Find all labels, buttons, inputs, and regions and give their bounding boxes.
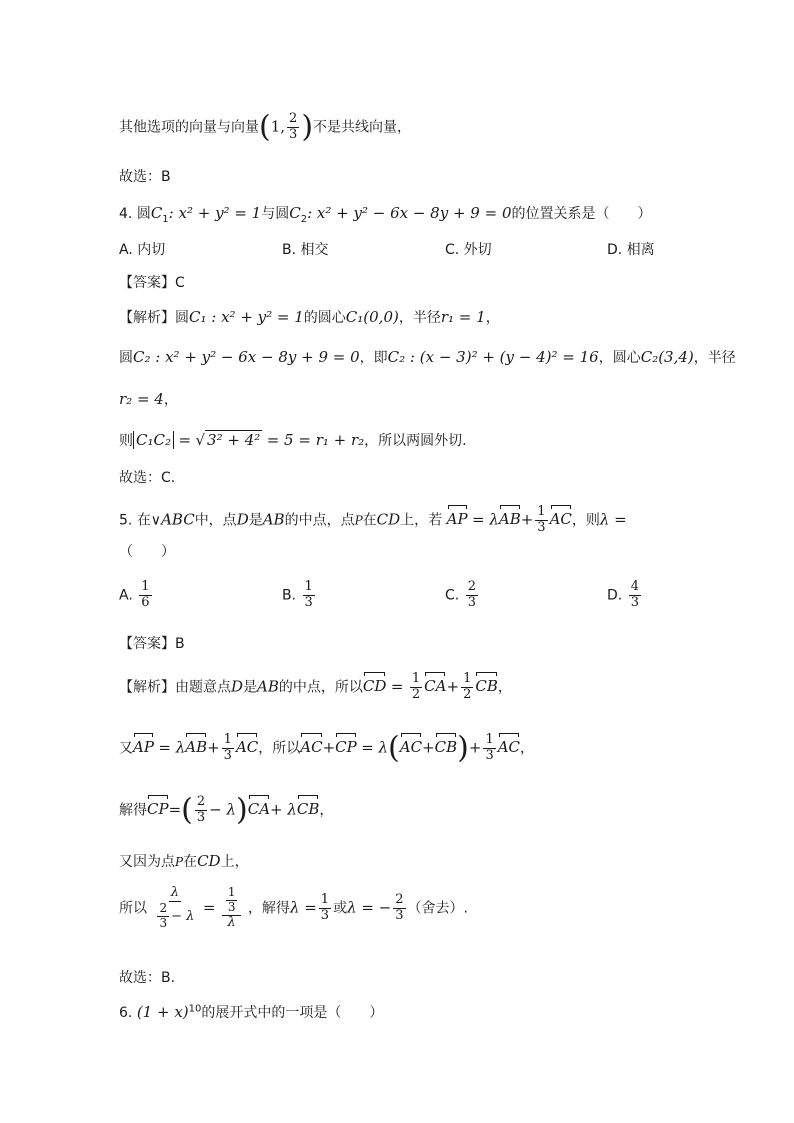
solution-line: 又AP = λAB+ $\frac{1}{3}$ AC，所以AC+CP = λ(AC+CB)+ $\frac{1}{3}$ AC，	[119, 730, 535, 766]
option-a: A. $\frac{1}{6}$	[119, 579, 150, 610]
option-c: C. 外切	[445, 242, 492, 258]
answer-line: 故选：C.	[119, 470, 176, 486]
question-6: 6. $(1 + x)^{10}$的展开式中的一项是（ ）	[119, 1003, 384, 1021]
blank-paren: （ ）	[119, 544, 175, 560]
answer-label: 【答案】B	[119, 636, 185, 652]
solution-line: 则 C₁C₂ = √ 3² + 4² = 5 = r₁ + r₂，所以两圆外切.	[119, 431, 467, 449]
solution-line: r₂ = 4，	[119, 390, 178, 408]
question-5: 5. 在∨ABC中，点D是AB的中点，点P在CD上，若 AP = λAB+ $\frac{1}{3}$ AC，则λ =	[119, 504, 627, 535]
option-d: D. $\frac{4}{3}$	[607, 579, 639, 610]
answer-line: 故选：B	[119, 169, 171, 185]
solution-line: 【解析】圆C₁ : x² + y² = 1的圆心C₁(0,0)，半径r₁ = 1，	[119, 308, 500, 326]
solution-line: 所以 λ $\frac{2}{3}$ − λ = $\frac{\frac{1}{3}}{\lambda}$ ，解得λ = $\frac{1}{3}$ 或λ = − $\frac{2}{3}$ （舍去）.	[119, 885, 468, 930]
solution-line: 解得CP=( $\frac{2}{3}$ − λ)CA+ λCB，	[119, 792, 334, 828]
option-d: D. 相离	[607, 242, 655, 258]
option-a: A. 内切	[119, 242, 166, 258]
fraction: $\frac{1}{3}$	[537, 504, 546, 535]
option-c: C. $\frac{2}{3}$	[445, 579, 476, 610]
fraction: $\frac{2}{3}$	[289, 111, 298, 142]
solution-line: 又因为点P在CD上，	[119, 852, 249, 870]
answer-line: 故选：B.	[119, 970, 176, 986]
option-b: B. $\frac{1}{3}$	[282, 579, 313, 610]
answer-label: 【答案】C	[119, 275, 185, 291]
line-vector-remark: 其他选项的向量与向量(1, $\frac{2}{3}$ )不是共线向量，	[119, 109, 412, 145]
solution-line: 圆C₂ : x² + y² − 6x − 8y + 9 = 0，即C₂ : (x − 3)² + (y − 4)² = 16，圆心C₂(3,4)，半径	[119, 348, 736, 366]
solution-line: 【解析】由题意点D是AB的中点，所以CD = $\frac{1}{2}$ CA+ $\frac{1}{2}$ CB，	[119, 671, 512, 702]
option-b: B. 相交	[282, 242, 329, 258]
question-4: 4. 圆$C_1$: x² + y² = 1与圆$C_2$: x² + y² − 6x − 8y + 9 = 0的位置关系是（ ）	[119, 204, 652, 225]
